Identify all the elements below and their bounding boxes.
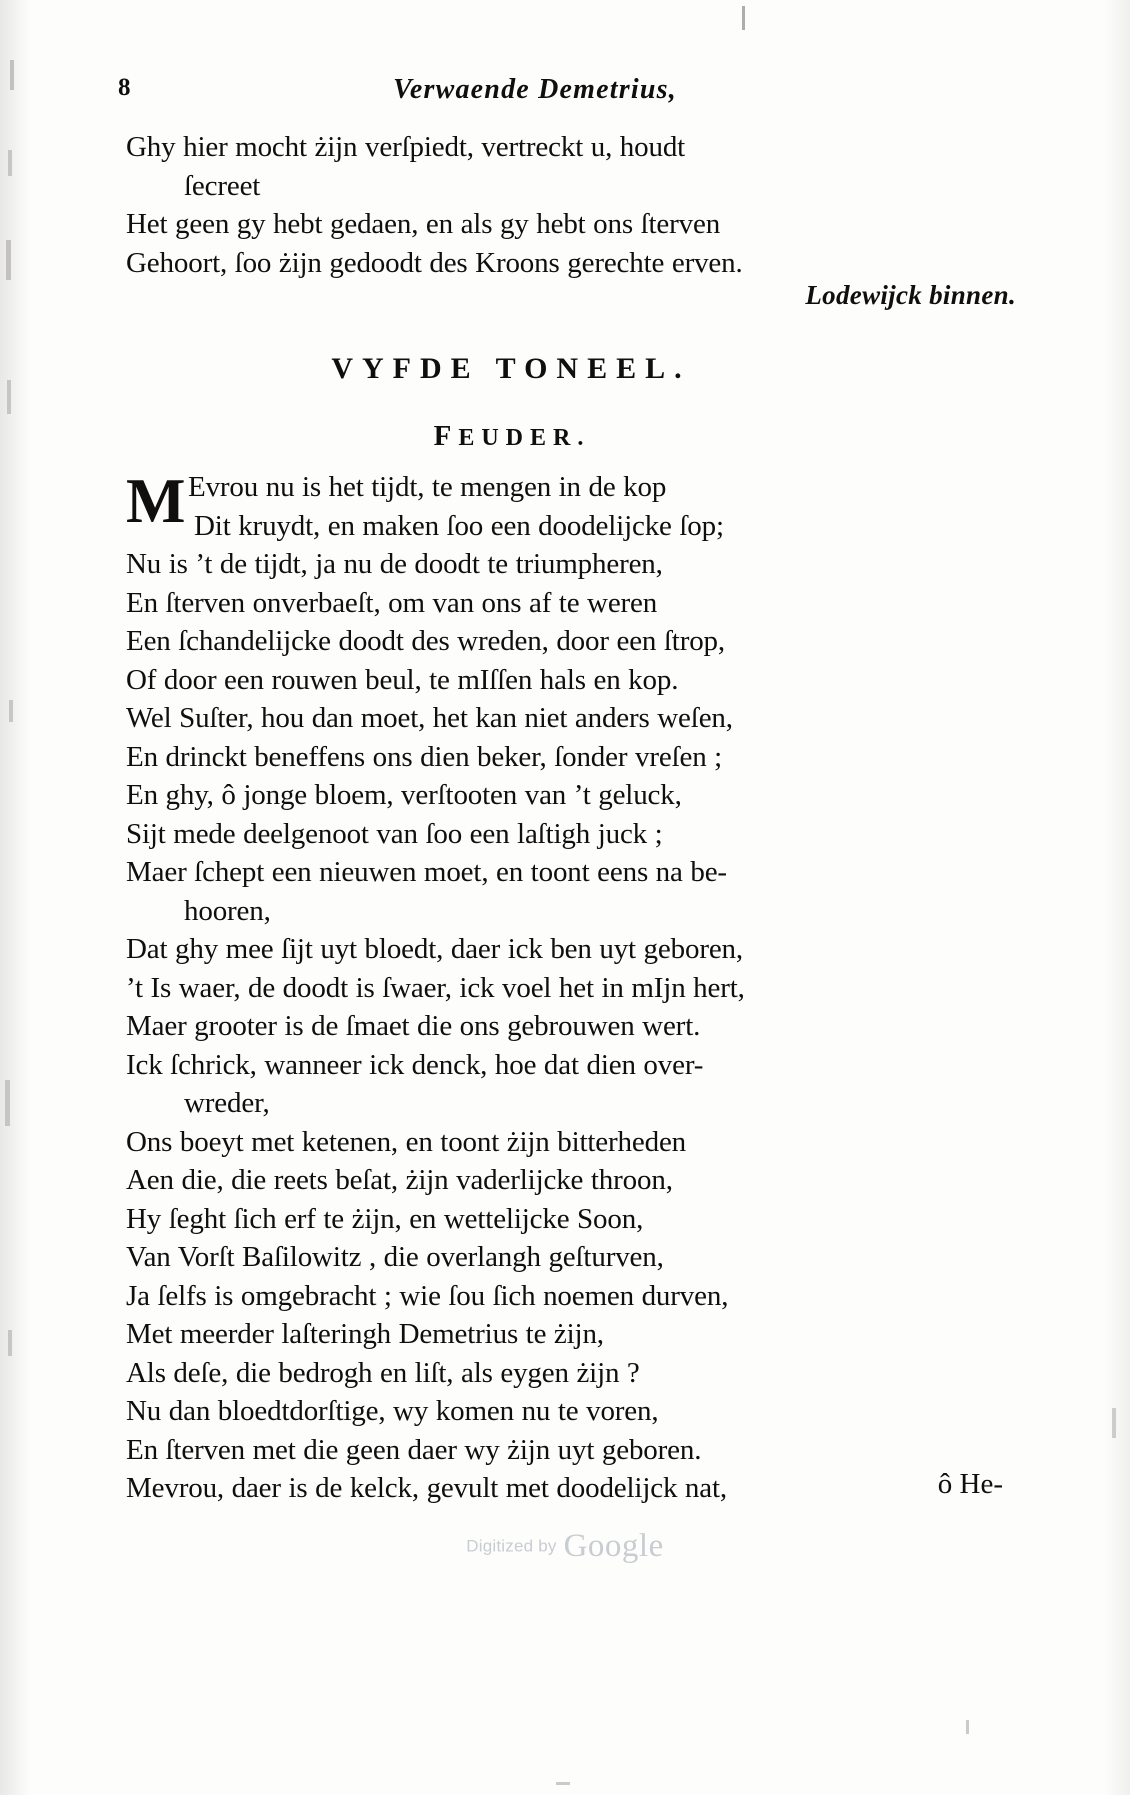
running-title: Verwaende Demetrius, bbox=[393, 74, 677, 105]
verse-line: ’t Is waer, de doodt is ſwaer, ick voel het in mIjn hert, bbox=[126, 971, 745, 1004]
verse-line: Het geen gy hebt gedaen, en als gy hebt ons ſterven bbox=[126, 208, 721, 240]
page-number: 8 bbox=[118, 74, 131, 101]
running-header bbox=[0, 74, 1130, 114]
verse-line: ſecreet bbox=[184, 169, 261, 202]
drop-cap: M bbox=[126, 466, 186, 536]
stage-direction: Lodewijck binnen. bbox=[805, 280, 1016, 310]
verse-line: Aen die, die reets beſat, żijn vaderlijcke throon, bbox=[126, 1164, 673, 1196]
verse-line: En ghy, ô jonge bloem, verſtooten van ’t geluck, bbox=[126, 779, 682, 811]
scan-edge-shadow-left bbox=[0, 0, 30, 1795]
verse-line: Ons boeyt met ketenen, en toont żijn bitterheden bbox=[126, 1125, 687, 1158]
verse-line: En drinckt beneffens ons dien beker, ſonder vreſen ; bbox=[126, 740, 723, 773]
preceding-speech-block bbox=[126, 128, 1016, 282]
verse-line: Als deſe, die bedrogh en liſt, als eygen żijn ? bbox=[126, 1356, 640, 1389]
watermark-digitized-by: Digitized by bbox=[466, 1536, 557, 1556]
verse-line: Ick ſchrick, wanneer ick denck, hoe dat dien over- bbox=[126, 1048, 704, 1081]
scan-edge-shadow-right bbox=[1104, 0, 1130, 1795]
scan-speck bbox=[8, 1330, 12, 1356]
scan-speck bbox=[5, 1080, 10, 1126]
digitization-watermark bbox=[0, 1528, 1130, 1565]
verse-line: Maer grooter is de ſmaet die ons gebrouwen wert. bbox=[126, 1010, 701, 1042]
verse-line: En ſterven onverbaeſt, om van ons af te weren bbox=[126, 586, 658, 619]
scan-speck bbox=[6, 240, 11, 280]
verse-line: Mevrou, daer is de kelck, gevult met doodelijck nat, bbox=[126, 1472, 727, 1504]
catchword: ô He- bbox=[937, 1468, 1003, 1500]
verse-line: Van Vorſt Baſilowitz , die overlangh geſturven, bbox=[126, 1241, 664, 1273]
scan-speck bbox=[1112, 1408, 1116, 1438]
scan-speck bbox=[9, 700, 13, 722]
verse-line: Hy ſeght ſich erf te żijn, en wettelijcke Soon, bbox=[126, 1202, 644, 1235]
scan-speck bbox=[556, 1782, 570, 1785]
verse-line: Dit kruydt, en maken ſoo een doodelijcke ſop; bbox=[194, 509, 724, 542]
scan-speck bbox=[8, 150, 12, 176]
verse-line: Gehoort, ſoo żijn gedoodt des Kroons gerechte erven. bbox=[126, 246, 743, 279]
verse-line: En ſterven met die geen daer wy żijn uyt geboren. bbox=[126, 1433, 702, 1466]
speaker-rest: EUDER. bbox=[458, 425, 591, 451]
verse-line: Wel Suſter, hou dan moet, het kan niet anders weſen, bbox=[126, 702, 733, 734]
scan-speck bbox=[742, 6, 745, 30]
verse-line: wreder, bbox=[184, 1087, 270, 1119]
verse-line: Nu dan bloedtdorſtige, wy komen nu te voren, bbox=[126, 1395, 659, 1427]
verse-line: Maer ſchept een nieuwen moet, en toont eens na be- bbox=[126, 856, 727, 888]
verse-line: hooren, bbox=[184, 894, 271, 927]
verse-line: Of door een rouwen beul, te mIſſen hals en kop. bbox=[126, 663, 679, 696]
watermark-provider: Google bbox=[563, 1528, 664, 1564]
verse-line: Ghy hier mocht żijn verſpiedt, vertreckt u, houdt bbox=[126, 131, 686, 163]
verse-line: Een ſchandelijcke doodt des wreden, door een ſtrop, bbox=[126, 625, 726, 657]
speaker-name bbox=[0, 420, 1024, 453]
verse-line: Met meerder laſteringh Demetrius te żijn, bbox=[126, 1318, 604, 1350]
verse-line: Evrou nu is het tijdt, te mengen in de kop bbox=[188, 471, 667, 503]
verse-line: Sijt mede deelgenoot van ſoo een laſtigh juck ; bbox=[126, 817, 663, 850]
main-speech-block bbox=[126, 468, 1016, 1508]
scene-heading: VYFDE TONEEL. bbox=[331, 352, 691, 385]
verse-line: Ja ſelfs is omgebracht ; wie ſou ſich noemen durven, bbox=[126, 1279, 729, 1312]
speaker-initial: F bbox=[433, 420, 459, 452]
verse-line: Dat ghy mee ſijt uyt bloedt, daer ick ben uyt geboren, bbox=[126, 933, 744, 965]
verse-line: Nu is ’t de tijdt, ja nu de doodt te triumpheren, bbox=[126, 548, 663, 580]
scan-speck bbox=[966, 1720, 969, 1734]
